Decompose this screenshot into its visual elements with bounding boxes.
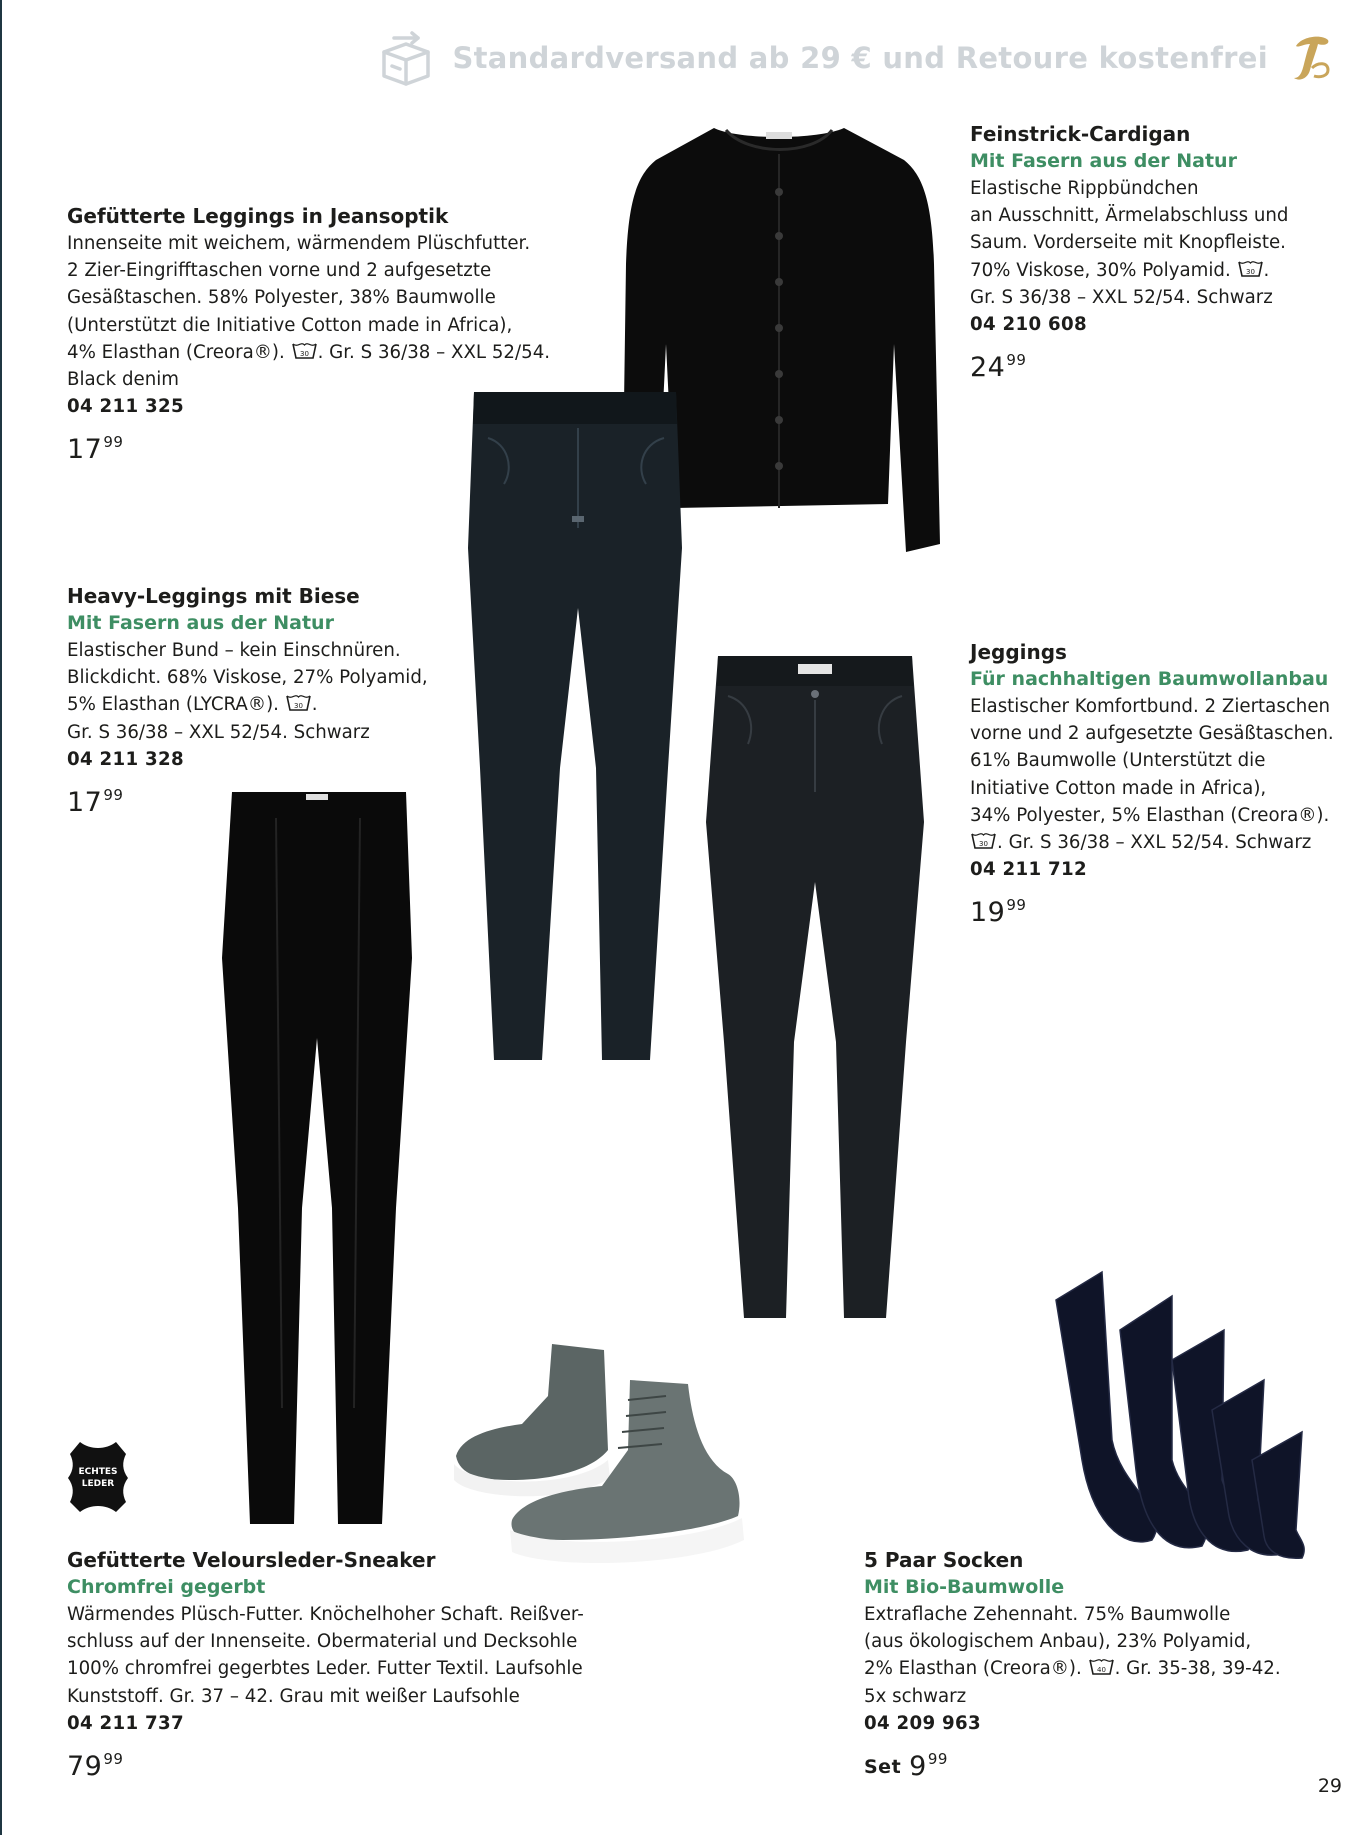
product-desc-line: schluss auf der Innenseite. Obermaterial und Decksohle [67,1631,578,1653]
svg-text:30: 30 [299,349,309,358]
product-desc-line: Black denim [67,369,180,391]
price: $17^{99}$ [67,433,124,466]
product-desc-line: Blickdicht. 68% Viskose, 27% Polyamid, [67,667,428,689]
price: $79^{99}$ [67,1750,124,1783]
product-subtitle: Mit Bio-Baumwolle [864,1576,1065,1598]
svg-text:30: 30 [1245,267,1255,276]
product-desc-line: 30 . Gr. S 36/38 – XXL 52/54. Schwarz [970,829,1360,856]
product-desc-line: 4% Elasthan (Creora®). 30 . Gr. S 36/38 – XXL 52/54. [67,341,551,363]
tchibo-logo-icon [1288,32,1332,84]
article-number: 04 210 608 [970,314,1087,336]
product-desc-line: Gr. S 36/38 – XXL 52/54. Schwarz [67,721,370,743]
product-desc-line: 2% Elasthan (Creora®). 40 . Gr. 35-38, 39-42. [864,1658,1281,1680]
leggings-jeansoptik-image [464,388,690,1064]
product-subtitle: Mit Fasern aus der Natur [67,612,334,634]
product-subtitle: Mit Fasern aus der Natur [970,150,1237,172]
product-jeggings [970,638,1360,930]
heavy-leggings-image [220,788,414,1528]
product-desc-line: (Unterstützt die Initiative Cotton made in Africa), [67,314,513,336]
leather-badge-text: LEDER [81,1479,115,1489]
product-desc-line: Elastischer Bund – kein Einschnüren. [67,640,401,661]
product-desc-line: 61% Baumwolle (Unterstützt die [970,750,1266,772]
jeggings-image [702,652,928,1322]
product-desc-line: Gesäßtaschen. 58% Polyester, 38% Baumwolle [67,287,496,309]
product-title: 5 Paar Socken [864,1548,1024,1572]
product-desc-line: Initiative Cotton made in Africa), [970,777,1267,799]
product-desc-line: Kunststoff. Gr. 37 – 42. Grau mit weißer Laufsohle [67,1685,520,1707]
svg-text:40: 40 [1096,1666,1106,1675]
product-desc-line: Innenseite mit weichem, wärmendem Plüschfutter. [67,233,531,254]
article-number: 04 211 328 [67,748,184,770]
package-return-icon [374,30,438,86]
wash-40-icon [1088,1657,1115,1677]
wash-30-icon [1237,259,1264,279]
wash-30-icon [291,341,318,361]
product-title: Gefütterte Leggings in Jeansoptik [67,204,449,228]
price: $24^{99}$ [970,351,1027,384]
price: Set $9^{99}$ [864,1750,948,1783]
product-desc-line: Wärmendes Plüsch-Futter. Knöchelhoher Schaft. Reißver- [67,1604,584,1625]
product-desc-line: (aus ökologischem Anbau), 23% Polyamid, [864,1631,1252,1653]
product-desc-line: Extraflache Zehennaht. 75% Baumwolle [864,1604,1231,1625]
price: $17^{99}$ [67,786,124,819]
socks-image [1052,1260,1310,1560]
wash-30-icon [285,693,312,713]
product-desc-line: 2 Zier-Eingrifftaschen vorne und 2 aufgesetzte [67,260,492,282]
product-desc-line: 70% Viskose, 30% Polyamid. 30 . [970,259,1270,281]
product-title: Jeggings [970,640,1067,664]
article-number: 04 211 737 [67,1712,184,1734]
product-heavy-leggings [67,582,507,819]
product-desc-line: 5x schwarz [864,1685,967,1707]
product-title: Heavy-Leggings mit Biese [67,584,360,608]
shipping-banner [374,30,1332,86]
page-number: 29 [1317,1775,1342,1797]
leather-badge-icon [66,1440,130,1514]
product-desc-line: Saum. Vorderseite mit Knopfleiste. [970,232,1286,254]
product-feinstrick-cardigan [970,120,1350,384]
product-title: Feinstrick-Cardigan [970,122,1191,146]
svg-text:30: 30 [293,702,303,711]
product-socken [864,1546,1324,1783]
product-desc-line: Gr. S 36/38 – XXL 52/54. Schwarz [970,286,1273,308]
product-subtitle: Chromfrei gegerbt [67,1576,266,1598]
leather-badge-text: ECHTES [78,1467,118,1477]
article-number: 04 209 963 [864,1712,981,1734]
wash-30-icon [970,831,997,851]
product-desc-line: vorne und 2 aufgesetzte Gesäßtaschen. [970,723,1334,745]
product-subtitle: Für nachhaltigen Baumwollanbau [970,668,1329,690]
article-number: 04 211 325 [67,396,184,418]
product-desc-line: 100% chromfrei gegerbtes Leder. Futter Textil. Laufsohle [67,1658,583,1680]
article-number: 04 211 712 [970,859,1087,881]
product-veloursleder-sneaker [67,1546,627,1783]
sneaker-image [452,1340,762,1568]
product-desc-line: an Ausschnitt, Ärmelabschluss und [970,205,1289,227]
page-edge-line [0,0,2,1835]
shipping-text: Standardversand ab 29 € und Retoure kostenfrei [452,41,1268,75]
product-desc-line: 5% Elasthan (LYCRA®). 30 . [67,694,318,716]
price: $19^{99}$ [970,896,1027,929]
product-desc-line: Elastische Rippbündchen [970,178,1199,199]
product-desc-line: 34% Polyester, 5% Elasthan (Creora®). [970,804,1330,826]
product-title: Gefütterte Veloursleder-Sneaker [67,1548,436,1572]
svg-text:30: 30 [979,840,988,849]
product-desc-line: Elastischer Komfortbund. 2 Ziertaschen [970,696,1331,717]
